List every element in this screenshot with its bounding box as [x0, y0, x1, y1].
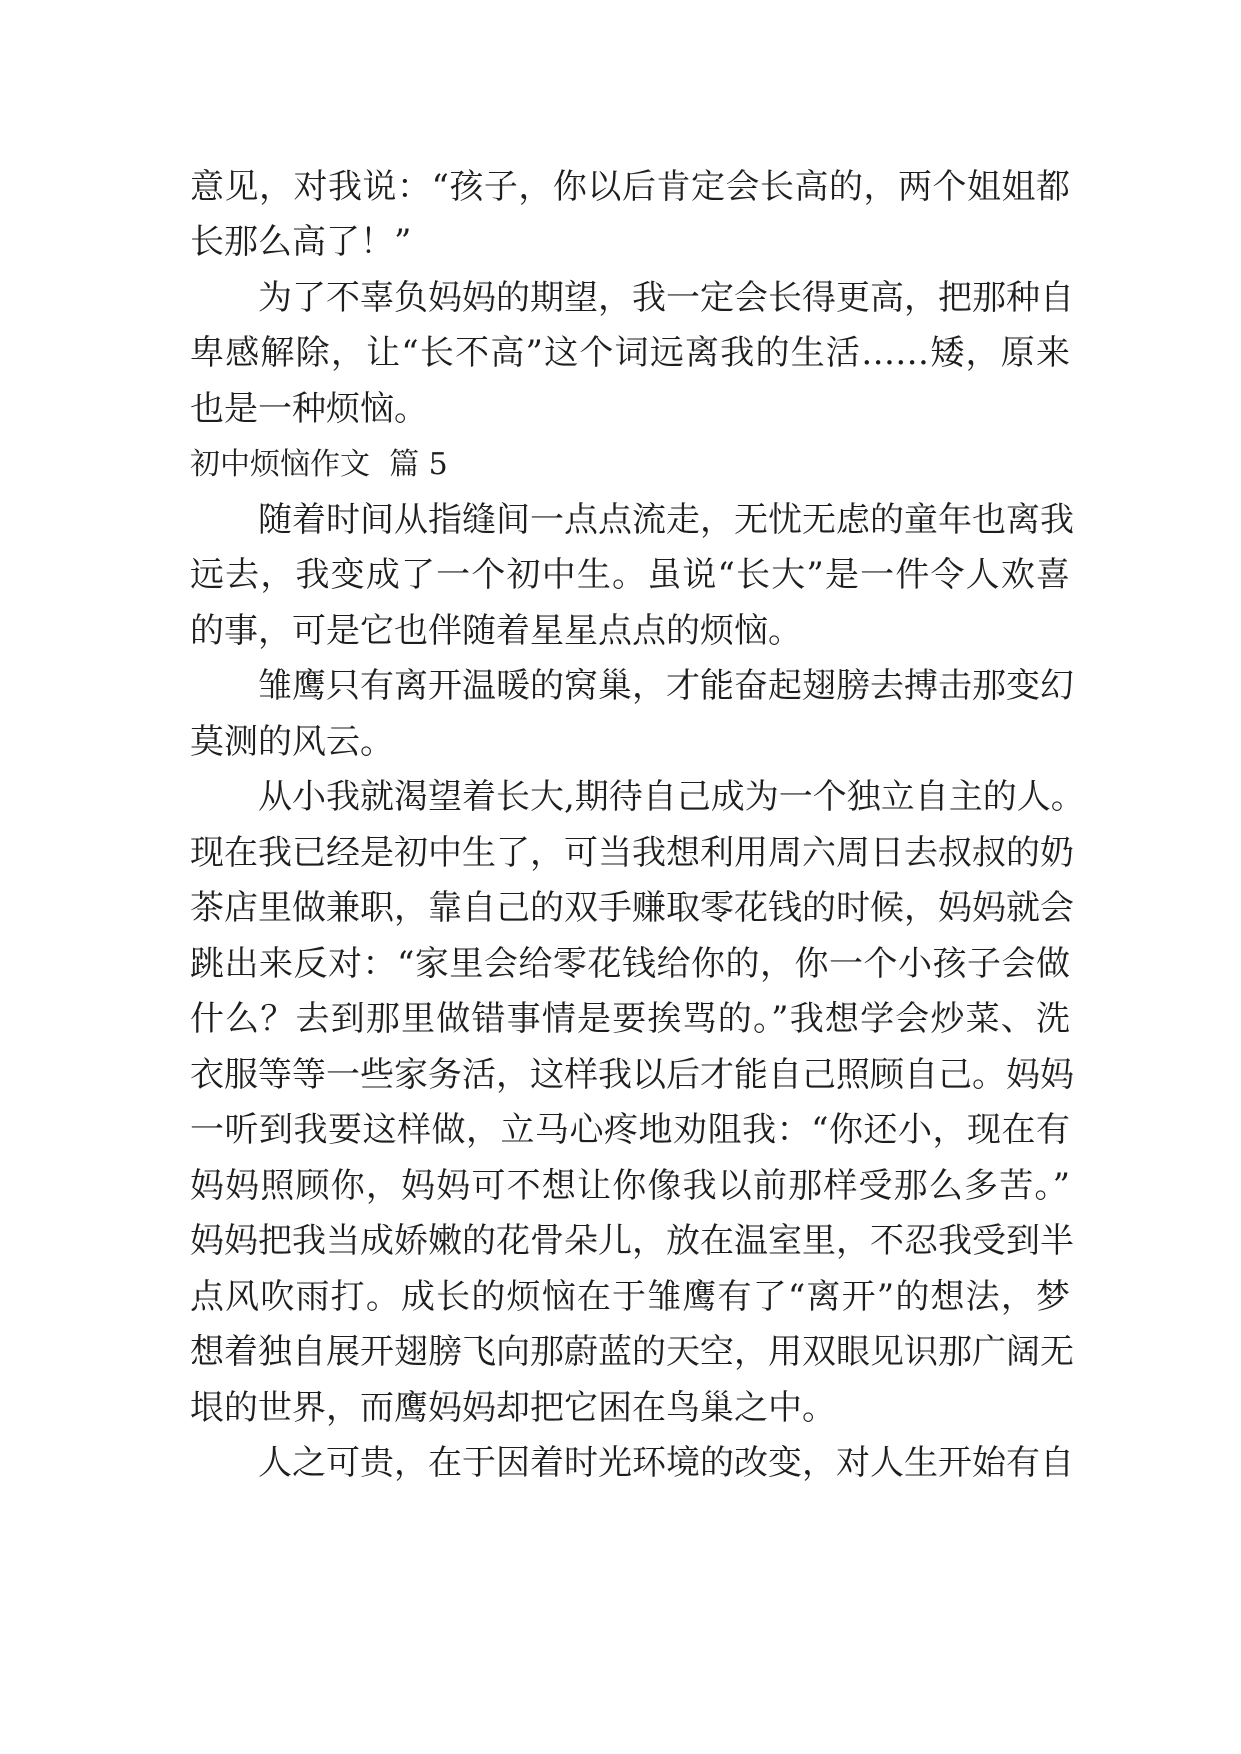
- paragraph-4-line-6: 衣服等等一些家务活，这样我以后才能自己照顾自己。妈妈: [190, 1055, 1074, 1095]
- paragraph-4-line-2: 现在我已经是初中生了，可当我想利用周六周日去叔叔的奶: [190, 833, 1074, 873]
- paragraph-1-line-3: 也是一种烦恼。: [190, 389, 428, 429]
- paragraph-1-line-2: 卑感解除，让“长不高”这个词远离我的生活……矮，原来: [190, 333, 1070, 373]
- paragraph-3-line-1: 雏鹰只有离开温暖的窝巢，才能奋起翅膀去搏击那变幻: [258, 666, 1074, 706]
- paragraph-1-line-1: 为了不辜负妈妈的期望，我一定会长得更高，把那种自: [258, 278, 1074, 318]
- paragraph-4-line-3: 茶店里做兼职，靠自己的双手赚取零花钱的时候，妈妈就会: [190, 888, 1074, 928]
- paragraph-4-line-8: 妈妈照顾你，妈妈可不想让你像我以前那样受那么多苦。”: [190, 1166, 1070, 1206]
- paragraph-2-line-3: 的事，可是它也伴随着星星点点的烦恼。: [190, 611, 802, 651]
- section-heading: 初中烦恼作文 篇 5: [190, 447, 448, 482]
- paragraph-4-line-9: 妈妈把我当成娇嫩的花骨朵儿，放在温室里，不忍我受到半: [190, 1221, 1074, 1261]
- paragraph-4-line-12: 垠的世界，而鹰妈妈却把它困在鸟巢之中。: [190, 1388, 836, 1428]
- paragraph-4-line-10: 点风吹雨打。成长的烦恼在于雏鹰有了“离开”的想法，梦: [190, 1277, 1070, 1317]
- continuation-line-1: 意见，对我说：“孩子，你以后肯定会长高的，两个姐姐都: [190, 167, 1070, 207]
- paragraph-4-line-4: 跳出来反对：“家里会给零花钱给你的，你一个小孩子会做: [190, 944, 1070, 984]
- paragraph-3-line-2: 莫测的风云。: [190, 722, 394, 762]
- paragraph-5-line-1: 人之可贵，在于因着时光环境的改变，对人生开始有自: [258, 1443, 1074, 1483]
- paragraph-4-line-1: 从小我就渴望着长大,期待自己成为一个独立自主的人。: [258, 777, 1085, 817]
- paragraph-4-line-7: 一听到我要这样做，立马心疼地劝阻我：“你还小，现在有: [190, 1110, 1070, 1150]
- paragraph-4-line-11: 想着独自展开翅膀飞向那蔚蓝的天空，用双眼见识那广阔无: [190, 1332, 1074, 1372]
- continuation-line-2: 长那么高了！”: [190, 222, 412, 262]
- paragraph-2-line-2: 远去，我变成了一个初中生。虽说“长大”是一件令人欢喜: [190, 555, 1070, 595]
- paragraph-4-line-5: 什么？去到那里做错事情是要挨骂的。”我想学会炒菜、洗: [190, 999, 1070, 1039]
- paragraph-2-line-1: 随着时间从指缝间一点点流走，无忧无虑的童年也离我: [258, 500, 1074, 540]
